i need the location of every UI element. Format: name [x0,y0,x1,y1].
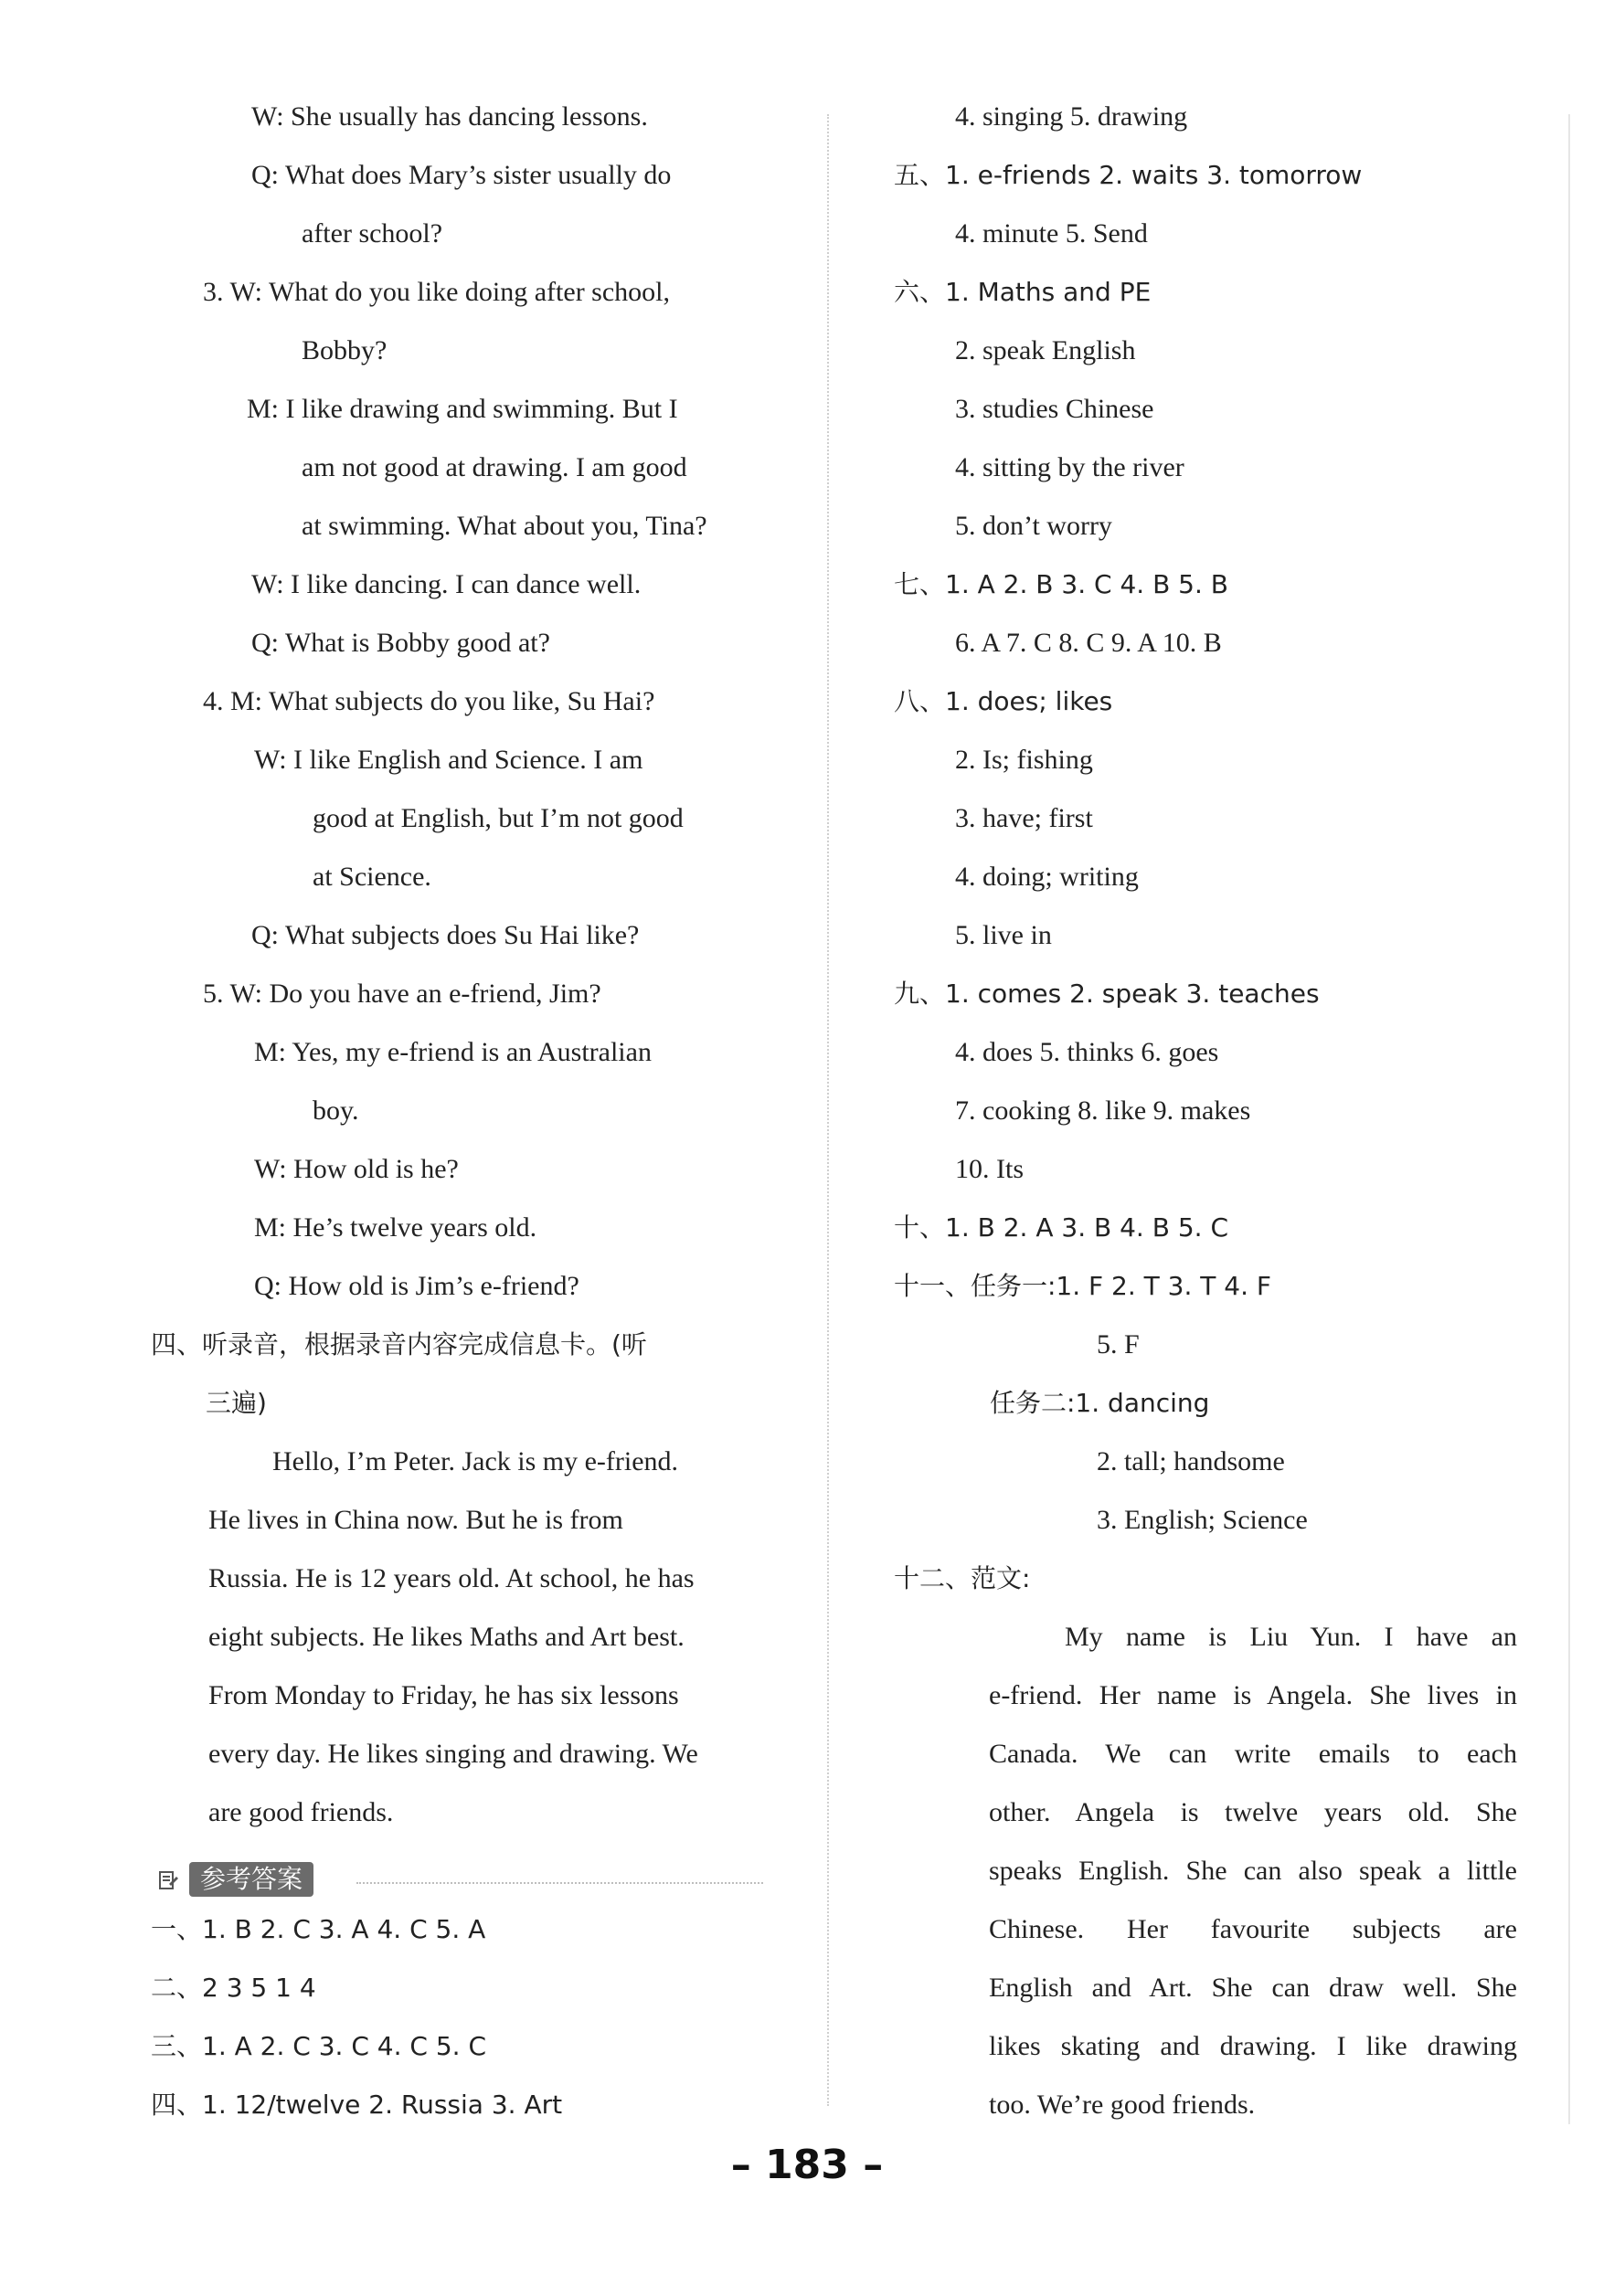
right-line: Chinese. Her favourite subjects are [989,1914,1517,1944]
left-line: boy. [313,1095,359,1126]
left-line: Bobby? [302,335,388,365]
right-line: Canada. We can write emails to each [989,1739,1517,1769]
right-line: 七、1. A 2. B 3. C 4. B 5. B [894,569,1229,599]
right-line: 五、1. e-friends 2. waits 3. tomorrow [894,160,1363,190]
left-line: 四、听录音，根据录音内容完成信息卡。(听 [151,1329,647,1360]
left-line: at Science. [313,862,431,892]
left-line: after school? [302,218,443,249]
right-line: 八、1. does; likes [894,686,1113,716]
left-line: W: I like dancing. I can dance well. [251,569,642,599]
answers-section-header [151,1860,763,1899]
right-line: 5. don’t worry [955,511,1112,541]
left-line: 四、1. 12/twelve 2. Russia 3. Art [151,2090,563,2120]
right-line: 六、1. Maths and PE [894,277,1152,307]
right-line: 3. studies Chinese [955,394,1154,424]
left-line: 5. W: Do you have an e-friend, Jim? [203,979,601,1009]
left-line: M: Yes, my e-friend is an Australian [254,1037,652,1067]
right-line: 十一、任务一:1. F 2. T 3. T 4. F [894,1271,1272,1301]
right-line: 任务二:1. dancing [990,1388,1210,1418]
left-line: W: She usually has dancing lessons. [251,101,648,132]
pencil-note-icon [158,1869,180,1891]
right-line: 4. doing; writing [955,862,1139,892]
right-line: 3. have; first [955,803,1093,833]
left-line: W: I like English and Science. I am [254,745,643,775]
left-line: M: I like drawing and swimming. But I [247,394,678,424]
right-line: 4. singing 5. drawing [955,101,1188,132]
right-line: English and Art. She can draw well. She [989,1973,1517,2003]
left-line: M: He’s twelve years old. [254,1212,537,1243]
right-line: 10. Its [955,1154,1024,1184]
left-line: He lives in China now. But he is from [208,1505,623,1535]
right-line: 2. speak English [955,335,1136,365]
right-column [823,0,1614,2193]
left-line: From Monday to Friday, he has six lessons [208,1680,679,1710]
left-line: Russia. He is 12 years old. At school, he has [208,1563,695,1593]
right-line: 3. English; Science [1097,1505,1308,1535]
left-line: every day. He likes singing and drawing. We [208,1739,698,1769]
left-line: 三遍) [206,1388,267,1418]
left-line: at swimming. What about you, Tina? [302,511,707,541]
right-line: My name is Liu Yun. I have an [1065,1622,1517,1652]
left-line: Q: What is Bobby good at? [251,628,550,658]
right-line: 2. tall; handsome [1097,1446,1285,1476]
left-line: Hello, I’m Peter. Jack is my e-friend. [272,1446,679,1476]
right-line: 4. does 5. thinks 6. goes [955,1037,1219,1067]
right-line: 6. A 7. C 8. C 9. A 10. B [955,628,1222,658]
left-line: Q: What does Mary’s sister usually do [251,160,672,190]
right-line: 5. live in [955,920,1052,950]
answers-label: 参考答案 [189,1862,313,1897]
right-line: 4. sitting by the river [955,452,1184,482]
left-line: W: How old is he? [254,1154,459,1184]
right-line: 十二、范文: [894,1563,1031,1593]
left-line: are good friends. [208,1797,394,1827]
right-line: speaks English. She can also speak a little [989,1856,1517,1886]
right-line: 4. minute 5. Send [955,218,1148,249]
left-line: eight subjects. He likes Maths and Art best. [208,1622,685,1652]
right-line: other. Angela is twelve years old. She [989,1797,1517,1827]
answers-header-rule [356,1882,763,1884]
left-line: 4. M: What subjects do you like, Su Hai? [203,686,655,716]
left-line: am not good at drawing. I am good [302,452,687,482]
left-line: Q: What subjects does Su Hai like? [251,920,640,950]
page-edge-line [1568,114,1570,2124]
right-line: 5. F [1097,1329,1140,1360]
left-line: 一、1. B 2. C 3. A 4. C 5. A [151,1914,486,1944]
left-line: good at English, but I’m not good [313,803,684,833]
page-number: – 183 – [730,2142,884,2188]
right-line: e-friend. Her name is Angela. She lives in [989,1680,1517,1710]
left-line: 三、1. A 2. C 3. C 4. C 5. C [151,2031,487,2061]
right-line: 7. cooking 8. like 9. makes [955,1095,1251,1126]
right-line: 九、1. comes 2. speak 3. teaches [894,979,1320,1009]
left-line: 3. W: What do you like doing after school, [203,277,671,307]
right-line: likes skating and drawing. I like drawing [989,2031,1517,2061]
left-line: Q: How old is Jim’s e-friend? [254,1271,579,1301]
right-line: too. We’re good friends. [989,2090,1256,2120]
right-line: 十、1. B 2. A 3. B 4. B 5. C [894,1212,1229,1243]
right-line: 2. Is; fishing [955,745,1093,775]
left-line: 二、2 3 5 1 4 [151,1973,316,2003]
